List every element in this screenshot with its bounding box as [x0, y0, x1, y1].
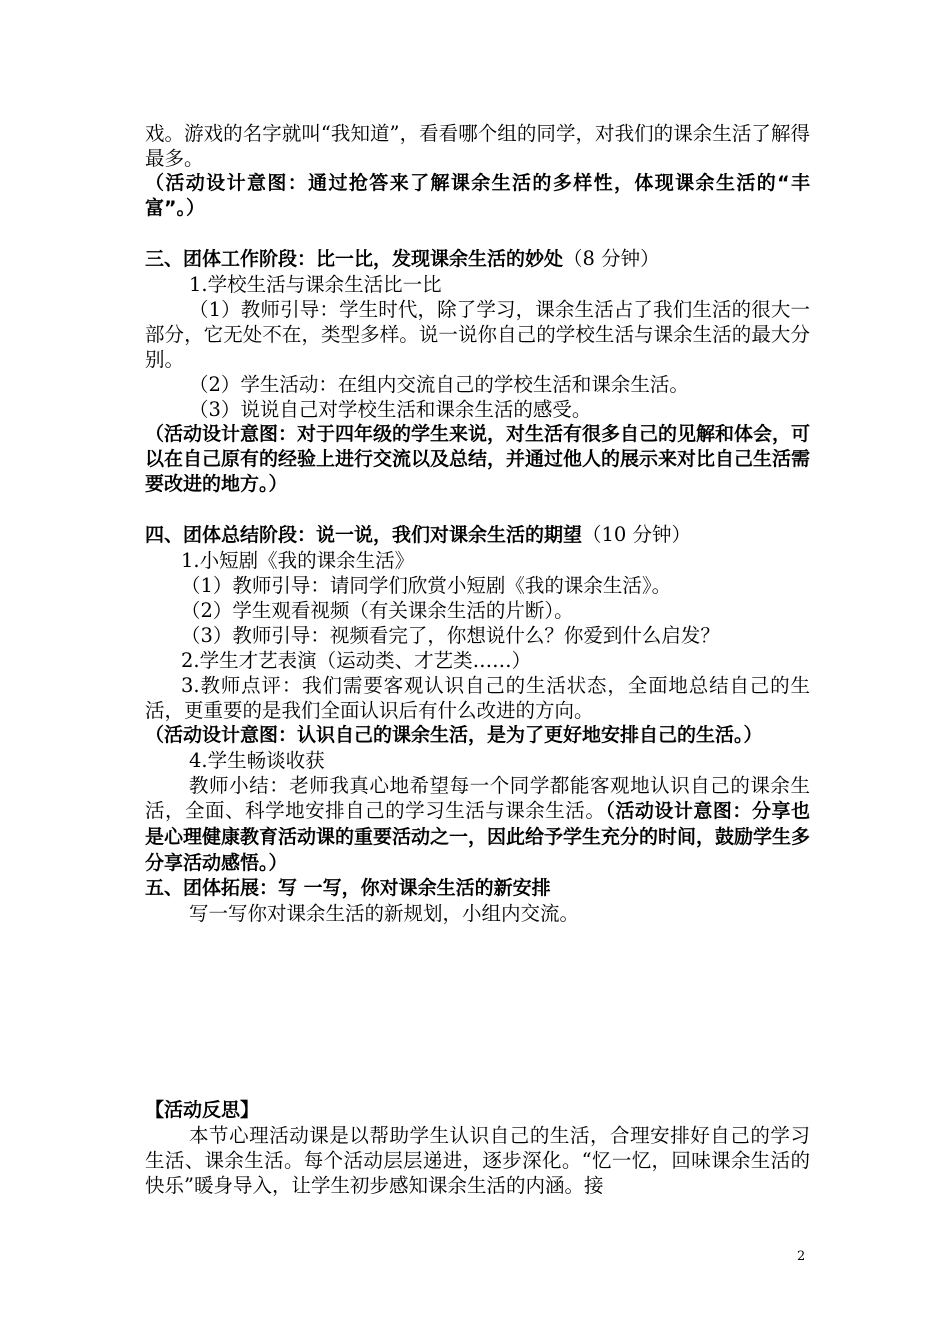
- section-heading-4-time: （10 分钟）: [582, 523, 692, 546]
- item-3-1-2: （2）学生活动：在组内交流自己的学校生活和课余生活。: [189, 373, 689, 396]
- item-5-1: 写一写你对课余生活的新规划，小组内交流。: [189, 902, 580, 925]
- item-4-1-1: （1）教师引导：请同学们欣赏小短剧《我的课余生活》。: [181, 574, 672, 597]
- item-4-1-2: （2）学生观看视频（有关课余生活的片断）。: [181, 599, 574, 622]
- page-content: [145, 121, 810, 1198]
- paragraph-game-intro: 戏。游戏的名字就叫“我知道”，看看哪个组的同学，对我们的课余生活了解得最多。: [145, 122, 810, 170]
- section-heading-3-time: （8 分钟）: [563, 247, 660, 270]
- item-4-2: 2.学生才艺表演（运动类、才艺类……）: [181, 649, 532, 672]
- section-heading-4-title: 四、团体总结阶段：说一说，我们对课余生活的期望: [145, 524, 583, 546]
- item-4-4: 4.学生畅谈收获: [189, 749, 325, 772]
- reflection-title: 【活动反思】: [145, 1099, 260, 1121]
- section-heading-3-title: 三、团体工作阶段：比一比，发现课余生活的妙处: [145, 248, 564, 270]
- section-heading-4: [145, 522, 810, 548]
- design-intent-1: （活动设计意图：通过抢答来了解课余生活的多样性，体现课余生活的“丰富”。）: [145, 172, 810, 219]
- design-intent-2: （活动设计意图：对于四年级的学生来说，对生活有很多自己的见解和体会，可以在自己原有的经验上进行交流以及总结，并通过他人的展示来对比自己生活需要改进的地方。）: [145, 423, 811, 495]
- design-intent-3: （活动设计意图：认识自己的课余生活，是为了更好地安排自己的生活。）: [145, 724, 763, 746]
- item-3-1-3: （3）说说自己对学校生活和课余生活的感受。: [189, 398, 592, 421]
- item-4-1-3: （3）教师引导：视频看完了，你想说什么？你爱到什么启发？: [181, 624, 720, 647]
- page-number: 2: [797, 1249, 806, 1264]
- section-heading-3: [145, 246, 810, 272]
- item-4-1: 1.小短剧《我的课余生活》: [181, 549, 415, 572]
- item-3-1-1: （1）教师引导：学生时代，除了学习，课余生活占了我们生活的很大一部分，它无处不在，类型多样。说一说你自己的学校生活与课余生活的最大分别。: [145, 298, 810, 371]
- section-heading-5: 五、团体拓展：写 一写，你对课余生活的新安排: [145, 877, 551, 899]
- item-3-1: 1.学校生活与课余生活比一比: [189, 273, 442, 296]
- item-4-3: 3.教师点评：我们需要客观认识自己的生活状态，全面地总结自己的生活，更重要的是我们全面认识后有什么改进的方向。: [145, 674, 810, 722]
- teacher-summary-text: 教师小结：老师我真心地希望每一个同学都能客观地认识自己的课余生活，全面、科学地安排自己的学习生活与课余生活。: [145, 774, 810, 822]
- reflection-body: 本节心理活动课是以帮助学生认识自己的生活，合理安排好自己的学习生活、课余生活。每个活动层层递进，逐步深化。“忆一忆，回味课余生活的快乐”暖身导入，让学生初步感知课余生活的内涵。接: [145, 1124, 810, 1197]
- design-intent-4: （活动设计意图：分享也是心理健康教育活动课的重要活动之一，因此给予学生充分的时间，鼓励学生多分享活动感悟。）: [145, 800, 811, 874]
- teacher-summary: [145, 773, 810, 876]
